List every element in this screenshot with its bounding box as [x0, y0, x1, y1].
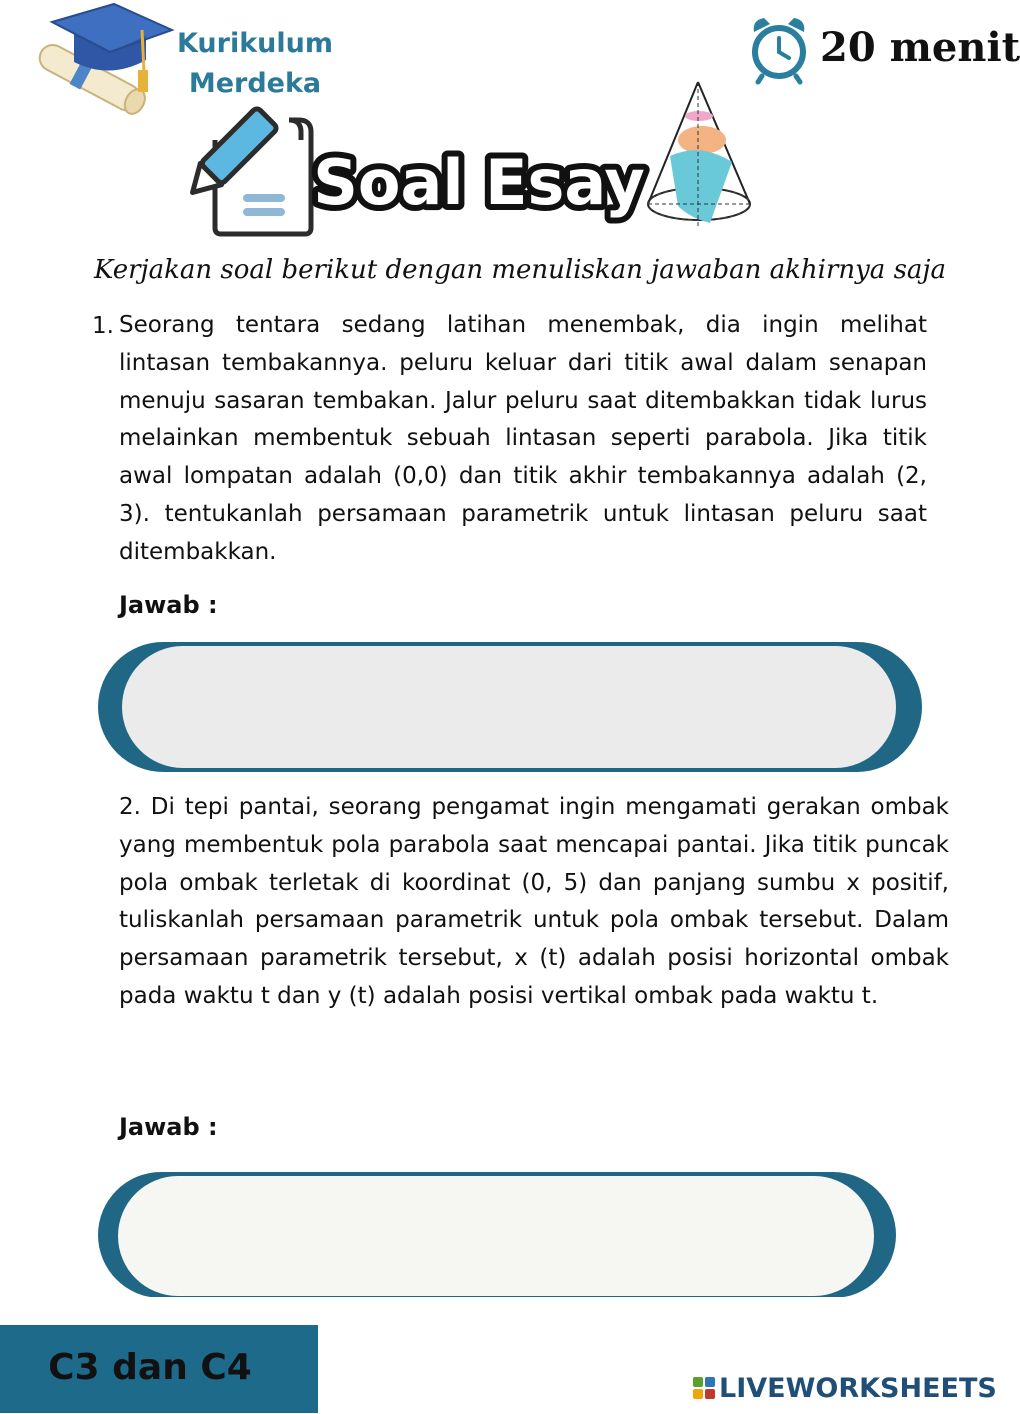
curriculum-label-line2: Merdeka: [188, 68, 322, 99]
cone-diagram-icon: [640, 78, 760, 236]
liveworksheets-logo-icon: [693, 1377, 715, 1399]
cognitive-level-text: C3 dan C4: [48, 1347, 252, 1388]
curriculum-label-line1: Kurikulum: [176, 28, 334, 59]
question-2-answer-frame: [98, 1172, 896, 1298]
question-1-answer-frame: [98, 642, 922, 772]
question-1-answer-input[interactable]: [122, 646, 896, 768]
question-2-answer-input[interactable]: [118, 1176, 874, 1296]
question-1-answer-label: Jawab :: [119, 591, 218, 619]
question-1-number: 1.: [92, 313, 114, 339]
alarm-clock-icon: [748, 14, 810, 84]
instruction-text: Kerjakan soal berikut dengan menuliskan jawaban akhirnya saja: [94, 255, 946, 285]
question-2-text: 2. Di tepi pantai, seorang pengamat ingin mengamati gerakan ombak yang membentuk pola parabola saat mencapai pantai. Jika titik puncak pola ombak terletak di koordinat (0, 5) dan panjang sumbu x positif, tuliskanlah persamaan parametrik untuk pola ombak tersebut. Dalam persamaan parametrik tersebut, x (t) adalah posisi horizontal ombak pada waktu t dan y (t) adalah posisi vertikal ombak pada waktu t.: [119, 794, 949, 1009]
page-title: [313, 134, 645, 234]
cognitive-level-badge: [0, 1325, 318, 1413]
page-title-text: Soal Esay: [313, 146, 645, 219]
question-1-text: Seorang tentara sedang latihan menembak, dia ingin melihat lintasan tembakannya. peluru keluar dari titik awal dalam senapan menuju sasaran tembakan. Jalur peluru saat ditembakkan tidak lurus melainkan membentuk sebuah lintasan seperti parabola. Jika titik awal lompatan adalah (0,0) dan titik akhir tembakannya adalah (2, 3). tentukanlah persamaan parametrik untuk lintasan peluru saat ditembakkan.: [119, 312, 927, 565]
liveworksheets-brand[interactable]: [693, 1370, 997, 1406]
answer-box-bottom-mask: [98, 1297, 898, 1307]
document-pencil-icon: [185, 110, 325, 240]
question-2-answer-label: Jawab :: [119, 1113, 218, 1141]
curriculum-label: [150, 24, 360, 104]
liveworksheets-text: LIVEWORKSHEETS: [719, 1372, 997, 1404]
duration-label: 20 menit: [820, 24, 1020, 71]
